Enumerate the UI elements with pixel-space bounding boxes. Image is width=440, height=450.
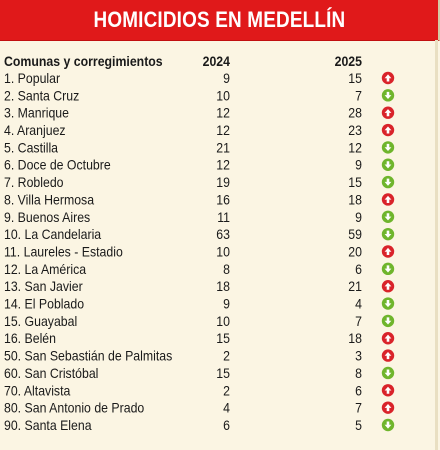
comuna-name: 80. San Antonio de Prado [4, 399, 145, 416]
value-2025: 7 [355, 313, 362, 330]
value-2024: 19 [216, 174, 230, 191]
table-row [4, 209, 394, 225]
table-row [4, 174, 394, 190]
value-2025: 5 [355, 417, 362, 434]
table-row [4, 105, 394, 121]
comuna-name: 60. San Cristóbal [4, 365, 99, 382]
table-row [4, 261, 394, 277]
value-2025: 18 [348, 191, 362, 208]
comuna-name: 7. Robledo [4, 174, 64, 191]
table-row [4, 157, 394, 173]
value-2025: 20 [348, 243, 362, 260]
comuna-name: 10. La Candelaria [4, 226, 102, 243]
arrow-down-circle-icon [382, 141, 394, 153]
arrow-down-circle-icon [382, 89, 394, 101]
comuna-name: 15. Guayabal [4, 313, 78, 330]
value-2025: 59 [348, 226, 362, 243]
arrow-down-circle-icon [382, 159, 394, 171]
arrow-up-circle-icon [382, 124, 394, 136]
arrow-down-circle-icon [382, 211, 394, 223]
value-2025: 9 [355, 157, 362, 173]
comuna-name: 13. San Javier [4, 278, 83, 295]
table-row [4, 365, 394, 381]
table-row [4, 383, 394, 399]
table-row [4, 70, 394, 86]
value-2025: 9 [355, 209, 362, 225]
value-2024: 15 [216, 365, 230, 382]
chart-title: HOMICIDIOS EN MEDELLÍN [93, 7, 345, 32]
value-2025: 18 [348, 330, 362, 347]
value-2025: 15 [348, 70, 362, 87]
arrow-up-circle-icon [382, 349, 394, 361]
arrow-down-circle-icon [382, 315, 394, 327]
table-row [4, 278, 394, 294]
arrow-up-circle-icon [382, 280, 394, 292]
arrow-up-circle-icon [382, 384, 394, 396]
value-2024: 12 [216, 157, 230, 173]
table-body [4, 70, 394, 433]
value-2024: 12 [216, 122, 230, 139]
table-row [4, 417, 394, 433]
value-2024: 12 [216, 104, 230, 121]
value-2024: 11 [217, 209, 230, 225]
value-2024: 63 [216, 226, 230, 243]
table-row [4, 348, 394, 364]
arrow-down-circle-icon [382, 176, 394, 188]
value-2024: 4 [223, 399, 230, 416]
comuna-name: 9. Buenos Aires [4, 209, 91, 225]
value-2025: 7 [355, 399, 362, 416]
table-row [4, 313, 394, 329]
comuna-name: 70. Altavista [4, 382, 71, 399]
comuna-name: 16. Belén [4, 330, 57, 347]
comuna-name: 11. Laureles - Estadio [4, 243, 123, 260]
comuna-name: 50. San Sebastián de Palmitas [4, 347, 173, 364]
comuna-name: 90. Santa Elena [4, 417, 92, 434]
value-2025: 15 [348, 174, 362, 191]
table-row [4, 296, 394, 312]
title-bar [0, 0, 440, 41]
table-row [4, 331, 394, 347]
comuna-name: 6. Doce de Octubre [4, 157, 111, 173]
value-2024: 10 [216, 313, 230, 330]
value-2025: 4 [355, 295, 362, 312]
value-2024: 2 [223, 347, 230, 364]
arrow-up-circle-icon [382, 107, 394, 119]
comuna-name: 14. El Poblado [4, 295, 85, 312]
arrow-down-circle-icon [382, 367, 394, 379]
table-row [4, 244, 394, 260]
arrow-up-circle-icon [382, 332, 394, 344]
table-row [4, 122, 394, 138]
value-2024: 15 [216, 330, 230, 347]
table-row [4, 192, 394, 208]
arrow-down-circle-icon [382, 419, 394, 431]
table-row [4, 400, 394, 416]
value-2024: 16 [216, 191, 230, 208]
value-2025: 21 [348, 278, 362, 295]
value-2025: 6 [355, 382, 362, 399]
value-2024: 10 [216, 87, 230, 104]
comuna-name: 3. Manrique [4, 104, 69, 121]
value-2024: 2 [223, 382, 230, 399]
comuna-name: 8. Villa Hermosa [4, 191, 95, 208]
value-2025: 12 [348, 139, 362, 156]
table-row [4, 88, 394, 104]
comuna-name: 1. Popular [4, 70, 61, 87]
homicide-table [0, 40, 436, 450]
value-2025: 28 [348, 104, 362, 121]
value-2024: 18 [216, 278, 230, 295]
arrow-up-circle-icon [382, 401, 394, 413]
comuna-name: 4. Aranjuez [4, 122, 66, 139]
value-2024: 9 [223, 70, 230, 87]
arrow-up-circle-icon [382, 193, 394, 205]
comuna-name: 5. Castilla [4, 139, 59, 156]
column-header-comunas: Comunas y corregimientos [4, 53, 163, 70]
value-2025: 6 [355, 261, 362, 278]
column-header-2025: 2025 [334, 53, 362, 70]
value-2025: 23 [348, 122, 362, 139]
value-2024: 6 [223, 417, 230, 434]
table-header [4, 53, 362, 69]
arrow-down-circle-icon [382, 263, 394, 275]
comuna-name: 2. Santa Cruz [4, 87, 80, 104]
column-header-2024: 2024 [202, 53, 230, 70]
arrow-down-circle-icon [382, 228, 394, 240]
value-2024: 21 [216, 139, 230, 156]
comuna-name: 12. La América [4, 261, 87, 278]
value-2025: 3 [355, 347, 362, 364]
value-2025: 7 [355, 87, 362, 104]
table-row [4, 226, 394, 242]
arrow-down-circle-icon [382, 297, 394, 309]
value-2024: 9 [223, 295, 230, 312]
value-2024: 8 [223, 261, 230, 278]
arrow-up-circle-icon [382, 72, 394, 84]
table-row [4, 140, 394, 156]
value-2025: 8 [355, 365, 362, 382]
value-2024: 10 [216, 243, 230, 260]
arrow-up-circle-icon [382, 245, 394, 257]
